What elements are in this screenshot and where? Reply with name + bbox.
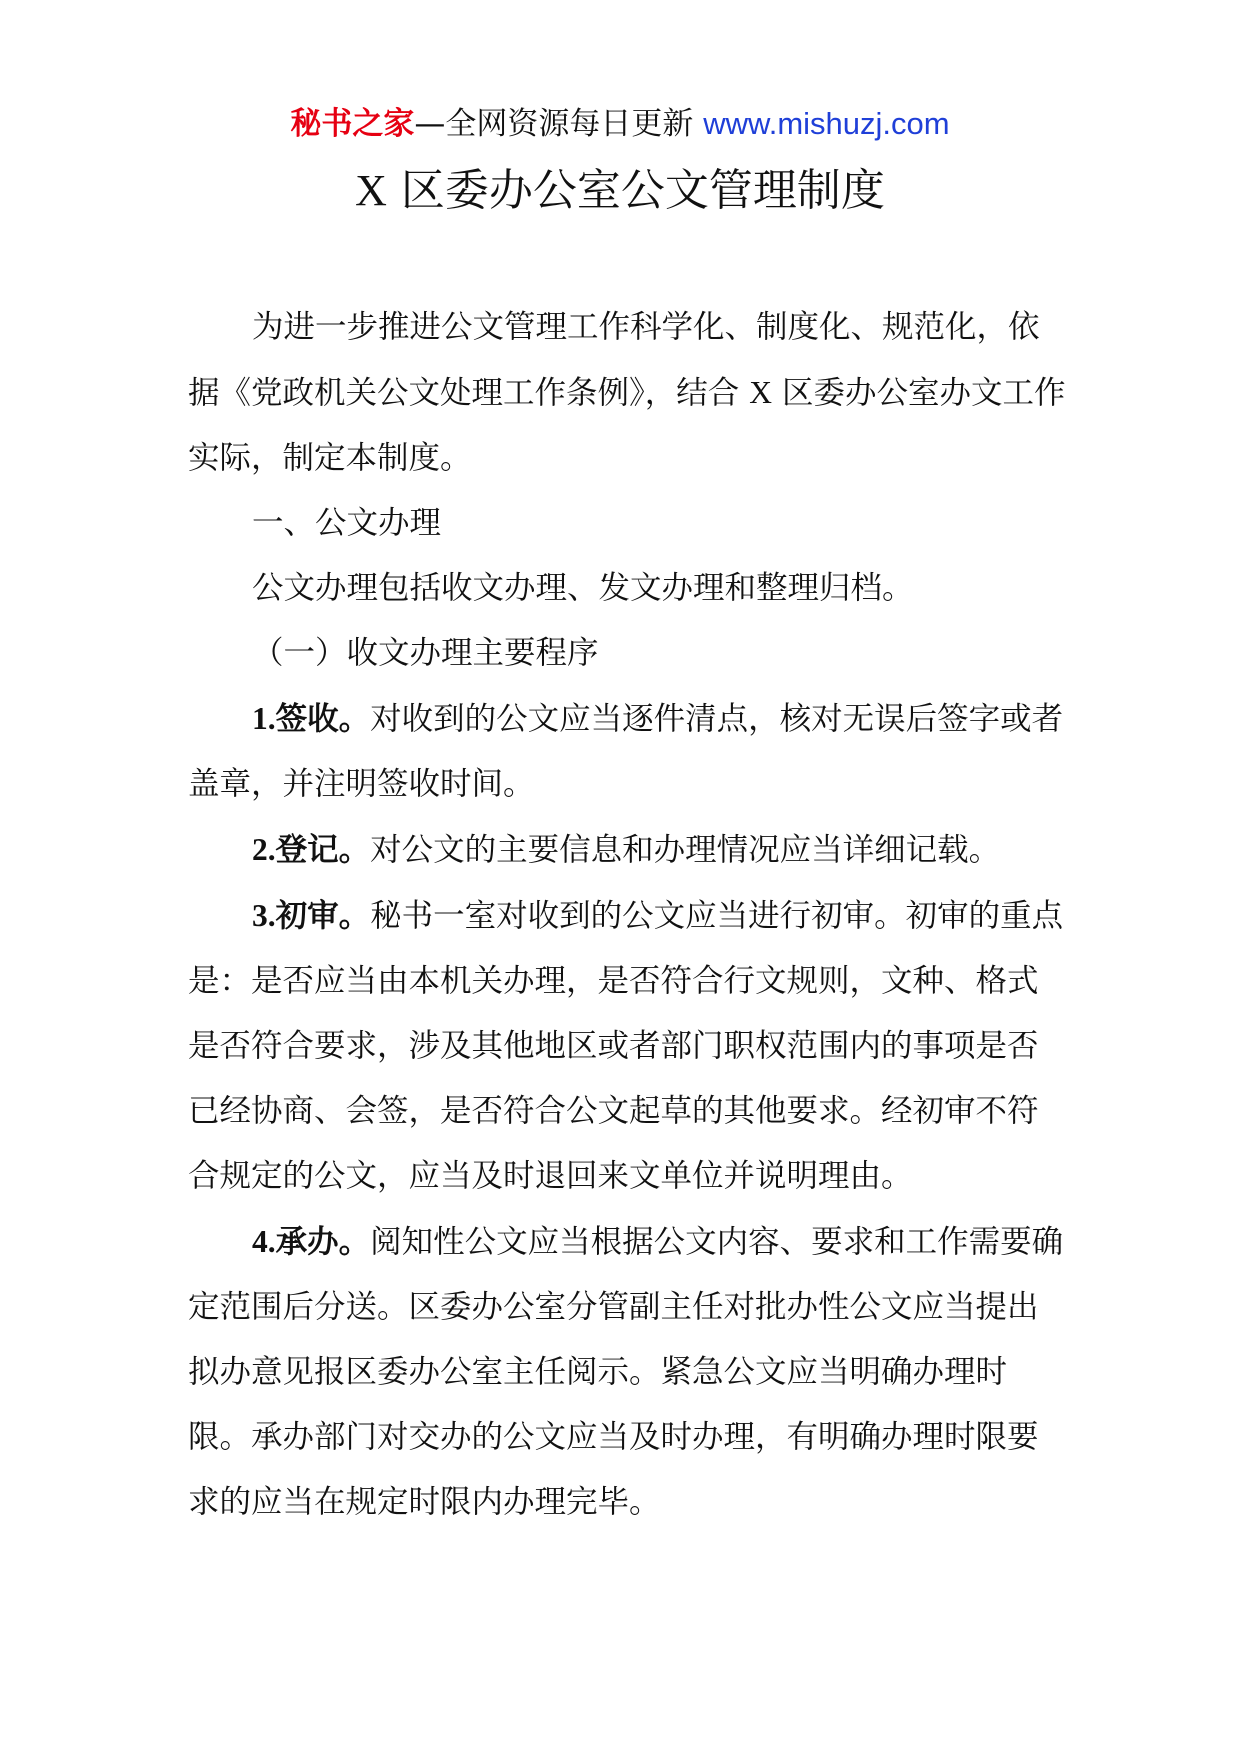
title-prefix: X: [355, 166, 387, 215]
item-3-paragraph: [188, 883, 1068, 1209]
title-text: 区委办公室公文管理制度: [400, 165, 885, 216]
item-2-paragraph: [188, 817, 1068, 883]
intro-text-b: 区委办公室办文工作实际，制定本制度。: [188, 375, 1066, 476]
item-2-text: 对公文的主要信息和办理情况应当详细记载。: [370, 832, 1001, 868]
item-1-text: 对收到的公文应当逐件清点，核对无误后签字或者盖章，并注明签收时间。: [188, 701, 1064, 802]
intro-paragraph: [188, 295, 1068, 491]
item-3-number: 3.: [252, 898, 276, 933]
item-2-title: 登记。: [275, 832, 371, 868]
site-brand: 秘书之家: [290, 106, 415, 142]
subsection-heading-1: （一）收文办理主要程序: [252, 635, 599, 671]
item-4-title: 承办。: [275, 1224, 371, 1260]
document-body: [188, 295, 1068, 1535]
section-heading-1: 一、公文办理: [252, 505, 442, 541]
item-4-paragraph: [188, 1209, 1068, 1535]
intro-x: X: [749, 375, 773, 410]
intro-text-a: 为进一步推进公文管理工作科学化、制度化、规范化，依据《党政机关公文处理工作条例》，结合: [188, 309, 1040, 411]
item-1-title: 签收。: [275, 701, 371, 737]
item-4-text: 阅知性公文应当根据公文内容、要求和工作需要确定范围后分送。区委办公室分管副主任对批办性公文应当提出拟办意见报区委办公室主任阅示。紧急公文应当明确办理时限。承办部门对交办的公文应当及时办理，有明确办理时限要求的应当在规定时限内办理完毕。: [188, 1224, 1064, 1520]
item-4-number: 4.: [252, 1224, 276, 1259]
site-url[interactable]: www.mishuzj.com: [703, 106, 950, 141]
item-3-title: 初审。: [275, 898, 371, 934]
item-1-number: 1.: [252, 701, 276, 736]
section-1-description: 公文办理包括收文办理、发文办理和整理归档。: [252, 570, 914, 606]
document-title: [0, 163, 1240, 219]
site-slogan: —全网资源每日更新: [414, 106, 694, 142]
site-header: [0, 104, 1240, 144]
item-3-text: 秘书一室对收到的公文应当进行初审。初审的重点是：是否应当由本机关办理，是否符合行文规则，文种、格式是否符合要求，涉及其他地区或者部门职权范围内的事项是否已经协商、会签，是否符合公文起草的其他要求。经初审不符合规定的公文，应当及时退回来文单位并说明理由。: [188, 898, 1064, 1194]
item-2-number: 2.: [252, 832, 276, 867]
item-1-paragraph: [188, 686, 1068, 817]
